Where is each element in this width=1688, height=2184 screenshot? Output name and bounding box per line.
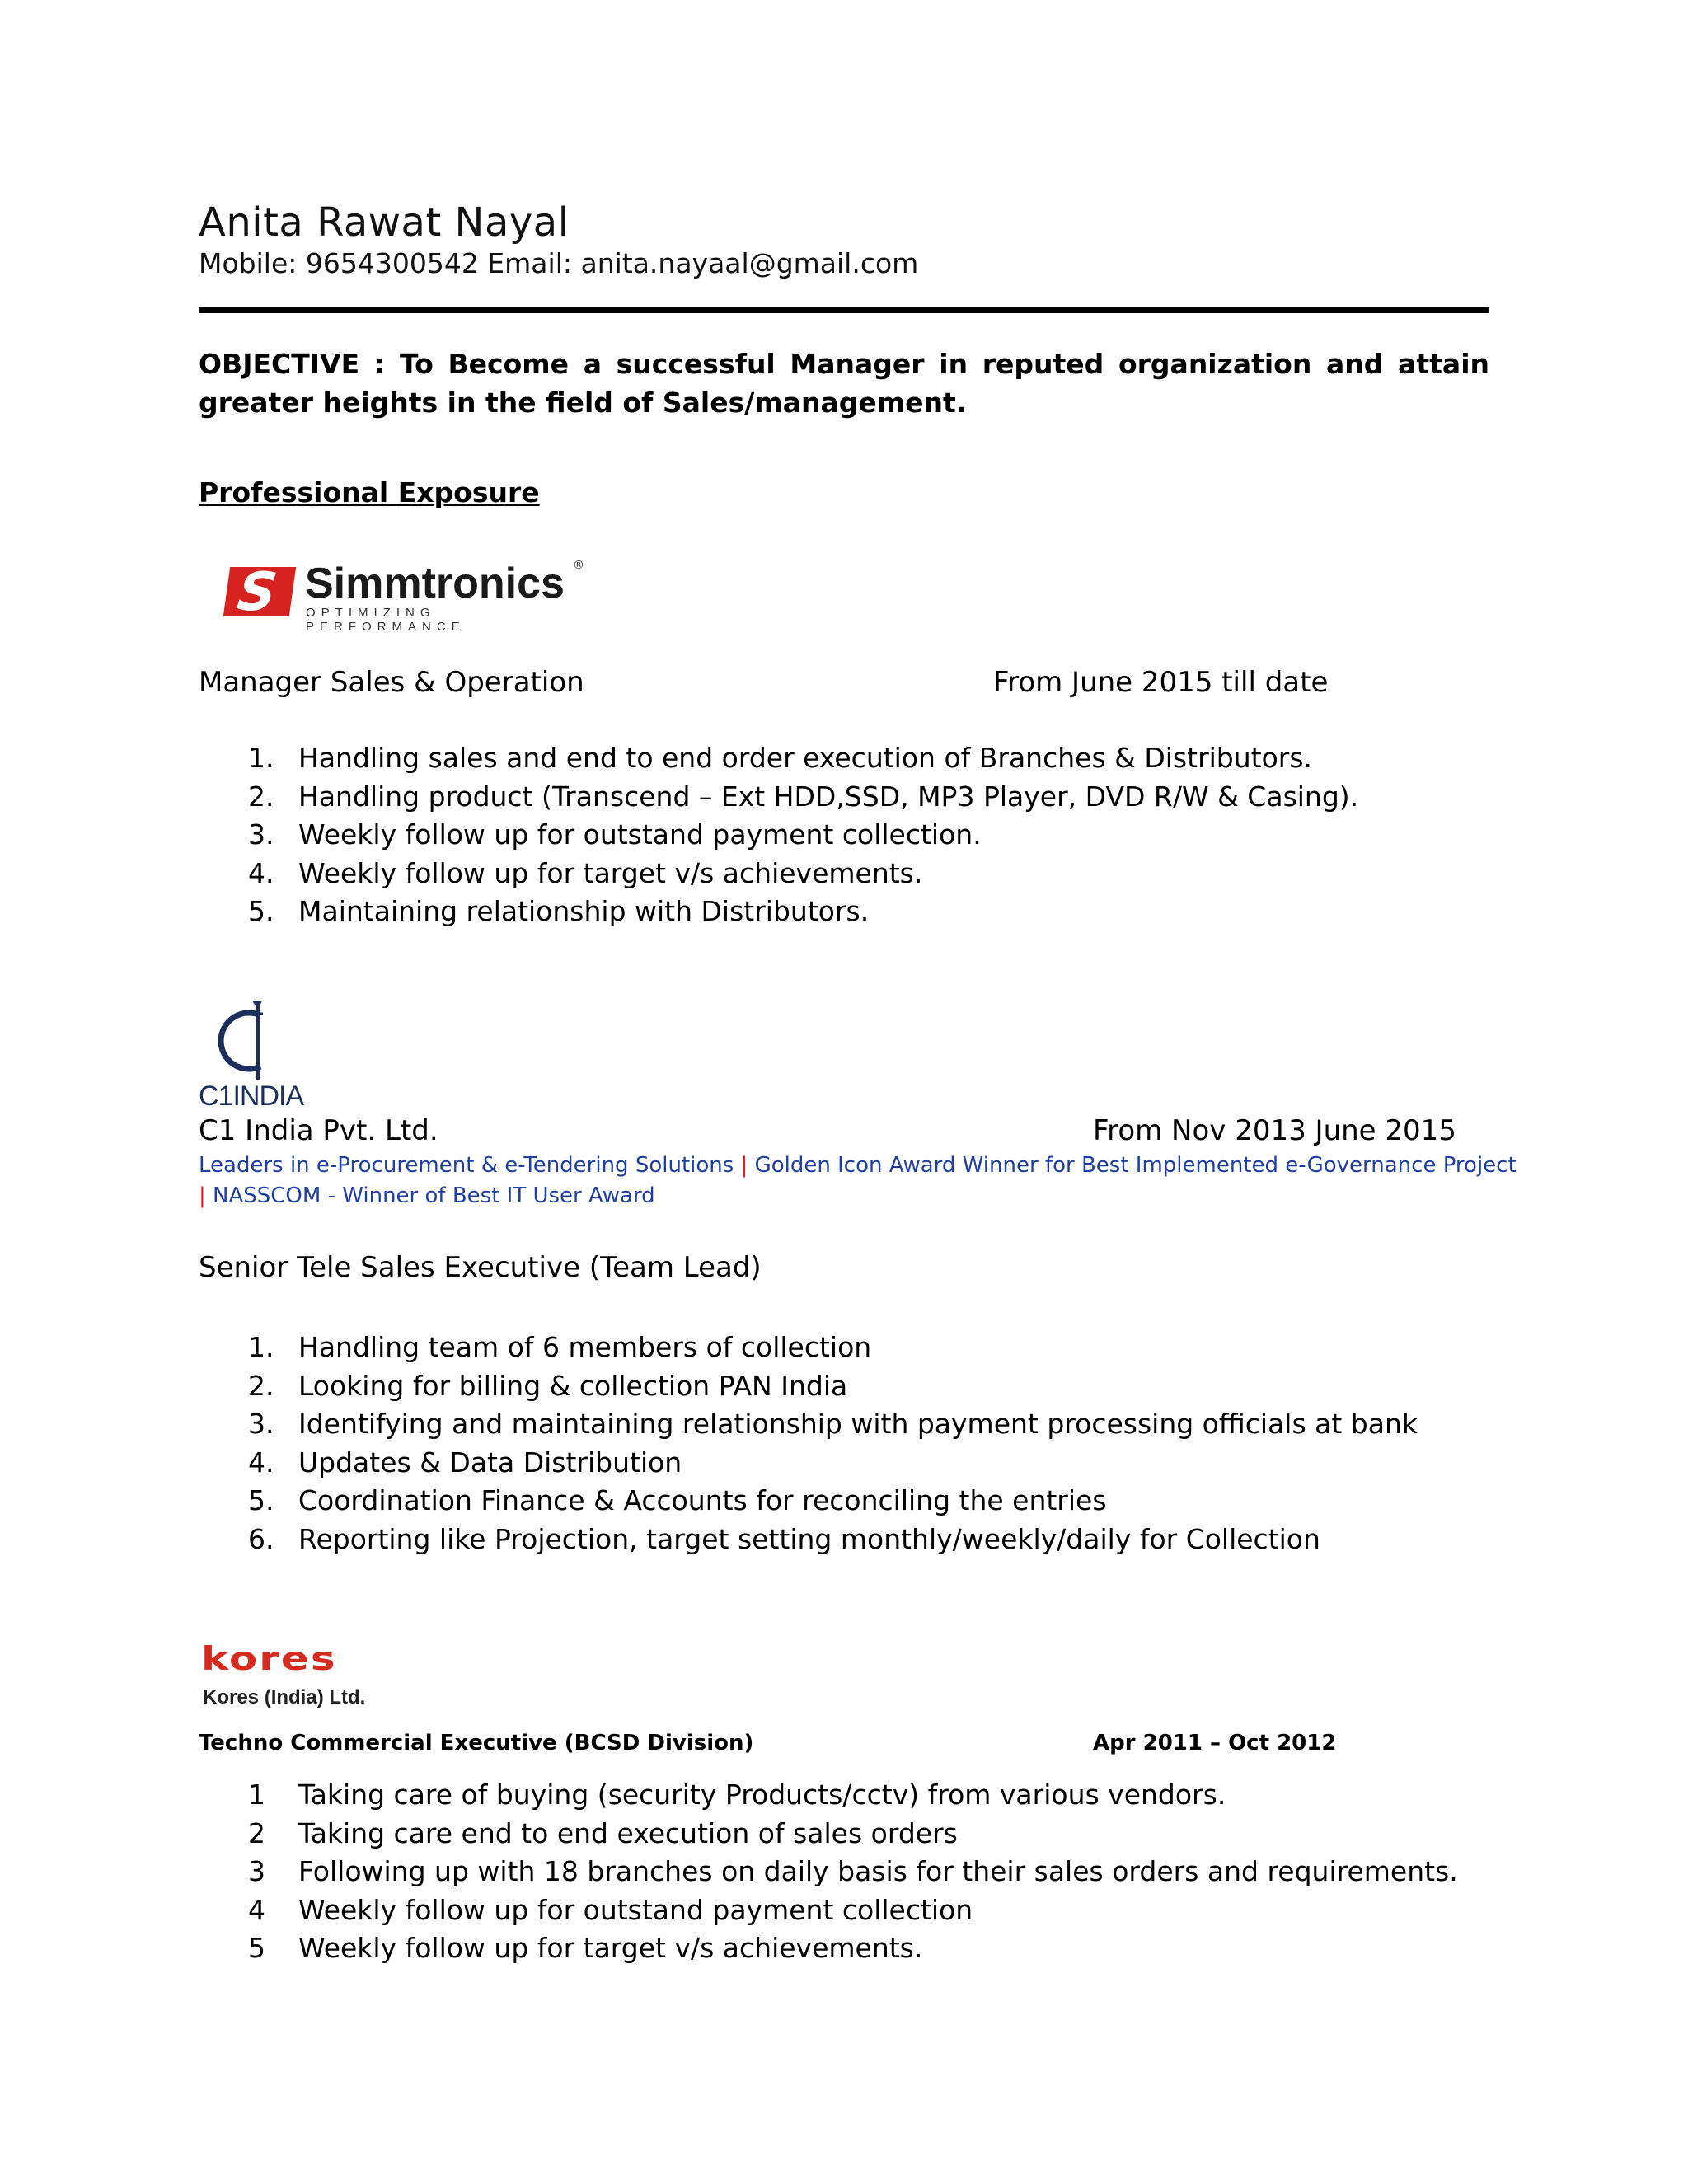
c1india-logo — [199, 999, 322, 1113]
list-item: 5. Maintaining relationship with Distributors. — [248, 895, 870, 928]
list-item: 3. Identifying and maintaining relationship with payment processing officials at bank — [248, 1408, 1418, 1441]
list-item: 4 Weekly follow up for outstand payment collection — [248, 1893, 973, 1926]
job-title: Senior Tele Sales Executive (Team Lead) — [199, 1251, 762, 1284]
job-dates: From Nov 2013 June 2015 — [1093, 1114, 1456, 1147]
kores-logo: kores — [201, 1640, 337, 1678]
duties-list — [199, 1329, 1418, 1559]
company-tagline-continued: | NASSCOM - Winner of Best IT User Award — [199, 1183, 655, 1208]
list-item: 4. Weekly follow up for target v/s achievements. — [248, 856, 923, 889]
objective-label: OBJECTIVE — [199, 348, 360, 380]
list-item: 6. Reporting like Projection, target setting monthly/weekly/daily for Collection — [248, 1522, 1320, 1555]
kores-subtitle: Kores (India) Ltd. — [203, 1686, 366, 1708]
job-dates: Apr 2011 – Oct 2012 — [1093, 1731, 1337, 1755]
c1-emblem-icon — [203, 999, 302, 1081]
duties-list — [199, 1776, 1458, 1968]
registered-mark: ® — [573, 559, 584, 572]
objective-paragraph — [199, 344, 1489, 422]
duties-list — [199, 739, 1358, 931]
list-item: 5 Weekly follow up for target v/s achievements. — [248, 1932, 923, 1965]
simmtronics-tagline: OPTIMIZING PERFORMANCE — [306, 606, 466, 634]
candidate-name: Anita Rawat Nayal — [199, 199, 570, 246]
simmtronics-wordmark: Simmtronics — [305, 560, 565, 607]
list-item: 3. Weekly follow up for outstand payment collection. — [248, 818, 982, 851]
job-title: Manager Sales & Operation — [199, 666, 584, 699]
section-title: Professional Exposure — [199, 476, 540, 509]
list-item: 2. Handling product (Transcend – Ext HDD,SSD, MP3 Player, DVD R/W & Casing). — [248, 780, 1359, 813]
company-tagline: Leaders in e-Procurement & e-Tendering Solutions | Golden Icon Award Winner for Best Implemented e-Governance Project — [199, 1153, 1517, 1178]
list-item: 1. Handling sales and end to end order execution of Branches & Distributors. — [248, 742, 1313, 774]
list-item: 1. Handling team of 6 members of collection — [248, 1331, 872, 1363]
list-item: 5. Coordination Finance & Accounts for reconciling the entries — [248, 1484, 1107, 1517]
simmtronics-mark-icon: S — [223, 567, 296, 616]
header-divider — [199, 307, 1489, 313]
list-item: 2 Taking care end to end execution of sales orders — [248, 1816, 958, 1849]
company-name: C1 India Pvt. Ltd. — [199, 1114, 438, 1147]
list-item: 4. Updates & Data Distribution — [248, 1446, 682, 1479]
list-item: 1 Taking care of buying (security Products/cctv) from various vendors. — [248, 1779, 1226, 1811]
job-title: Techno Commercial Executive (BCSD Division) — [199, 1731, 754, 1755]
c1india-wordmark: C1INDIA — [199, 1080, 304, 1112]
list-item: 2. Looking for billing & collection PAN India — [248, 1369, 848, 1402]
job-dates: From June 2015 till date — [993, 666, 1329, 699]
objective-text: : To Become a successful Manager in reputed organization and attain greater heights in the field of Sales/management. — [199, 348, 1489, 419]
list-item: 3 Following up with 18 branches on daily basis for their sales orders and requirements. — [248, 1855, 1458, 1888]
simmtronics-logo — [227, 559, 589, 634]
contact-line: Mobile: 9654300542 Email: anita.nayaal@gmail.com — [199, 247, 919, 279]
